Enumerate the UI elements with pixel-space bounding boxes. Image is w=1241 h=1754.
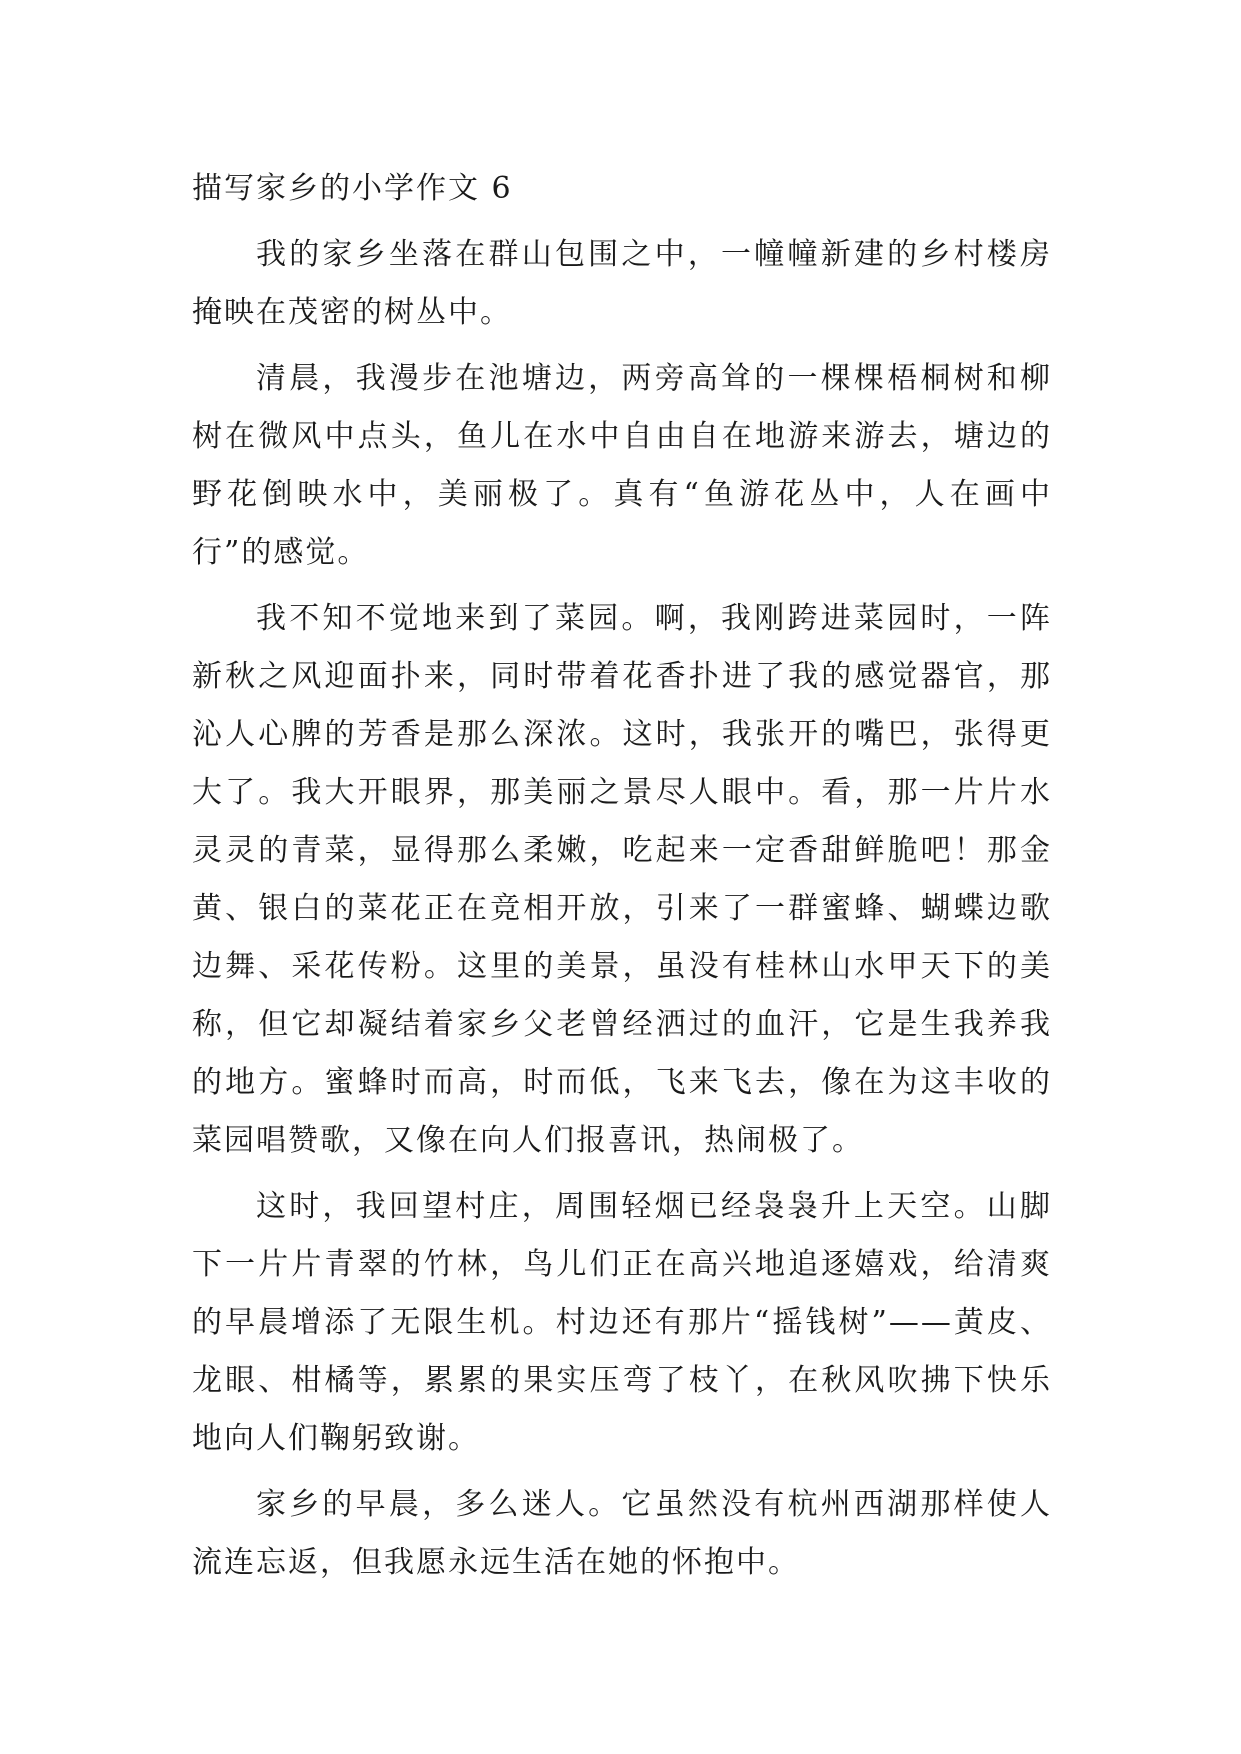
paragraph-3: 我不知不觉地来到了菜园。啊，我刚跨进菜园时，一阵新秋之风迎面扑来，同时带着花香扑进了我的感觉器官，那沁人心脾的芳香是那么深浓。这时，我张开的嘴巴，张得更大了。我大开眼界，那美丽之景尽人眼中。看，那一片片水灵灵的青菜，显得那么柔嫩，吃起来一定香甜鲜脆吧！那金黄、银白的菜花正在竞相开放，引来了一群蜜蜂、蝴蝶边歌边舞、采花传粉。这里的美景，虽没有桂林山水甲天下的美称，但它却凝结着家乡父老曾经洒过的血汗，它是生我养我的地方。蜜蜂时而高，时而低，飞来飞去，像在为这丰收的菜园唱赞歌，又像在向人们报喜讯，热闹极了。 (192, 601, 1052, 1158)
paragraph-1: 我的家乡坐落在群山包围之中，一幢幢新建的乡村楼房掩映在茂密的树丛中。 (192, 237, 1052, 330)
paragraph-4: 这时，我回望村庄，周围轻烟已经袅袅升上天空。山脚下一片片青翠的竹林，鸟儿们正在高兴地追逐嬉戏，给清爽的早晨增添了无限生机。村边还有那片“摇钱树”——黄皮、龙眼、柑橘等，累累的果实压弯了枝丫，在秋风吹拂下快乐地向人们鞠躬致谢。 (192, 1189, 1052, 1456)
document-title: 描写家乡的小学作文 6 (192, 171, 513, 206)
document-body (192, 160, 1052, 1600)
paragraph-5: 家乡的早晨，多么迷人。它虽然没有杭州西湖那样使人流连忘返，但我愿永远生活在她的怀抱中。 (192, 1487, 1052, 1580)
paragraph-2: 清晨，我漫步在池塘边，两旁高耸的一棵棵梧桐树和柳树在微风中点头，鱼儿在水中自由自在地游来游去，塘边的野花倒映水中，美丽极了。真有“鱼游花丛中，人在画中行”的感觉。 (192, 361, 1052, 570)
